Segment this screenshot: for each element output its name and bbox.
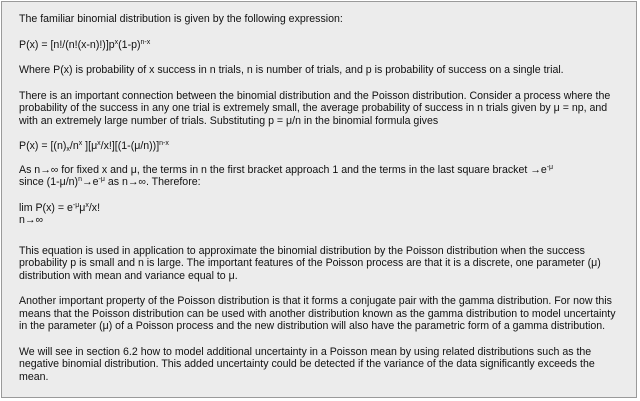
binomial-equation: $P(x) = [n!/(n!(x-n)!)]p^x(1-p)^{n-x}$	[19, 38, 151, 51]
where-paragraph: Where P(x) is probability of x success in n trials, n is number of trials, and p is probability of success on a single trial.	[19, 64, 564, 76]
poisson-limit-equation: $\lim P(x) = e^{-\mu}\mu^x/x$! n→∞	[19, 201, 101, 226]
limit-subscript: n→∞	[19, 214, 44, 226]
connection-paragraph: There is an important connection between the binomial distribution and the Poisson distribution. Consider a process where the probability of the success in any one trial is extremely small, the average probability of success in n trials given by μ = np, and with an extremely large number of trials. Substituting p = μ/n in the binomial formula gives	[19, 89, 611, 127]
application-paragraph: This equation is used in application to approximate the binomial distribution by the Poisson distribution when the success probability p is small and n is large. The important features of the Poisson process are that it is a discrete, one parameter (μ) distribution with mean and variance equal to μ.	[19, 244, 601, 282]
document-panel	[1, 1, 637, 398]
substituted-equation: $P(x) = [(n)_x/n^x$ ]$[\mu^x/x!][(1-(\mu/n))]^{n-x}$	[19, 140, 169, 153]
conjugate-paragraph: Another important property of the Poisson distribution is that it forms a conjugate pair with the gamma distribution. For now this means that the Poisson distribution can be used with another distribution known as the gamma distribution to model uncertainty in the parameter (μ) of a Poisson process and the new distribution will also have the parametric form of a gamma distribution.	[19, 295, 616, 332]
intro-paragraph: The familiar binomial distribution is given by the following expression:	[19, 13, 343, 25]
section-paragraph: We will see in section 6.2 how to model additional uncertainty in a Poisson mean by using related distributions such as the negative binomial distribution. This added uncertainty could be detected if the variance of the data significantly exceeds the mean.	[19, 345, 595, 383]
limit-paragraph: As n→∞ for fixed x and μ, the terms in n the first bracket approach 1 and the terms in the last square bracket $\to e^{-\mu}$ since $(1-\mu/n)^n\to e^{-\mu}$ as n→∞. Therefore:	[19, 163, 554, 188]
